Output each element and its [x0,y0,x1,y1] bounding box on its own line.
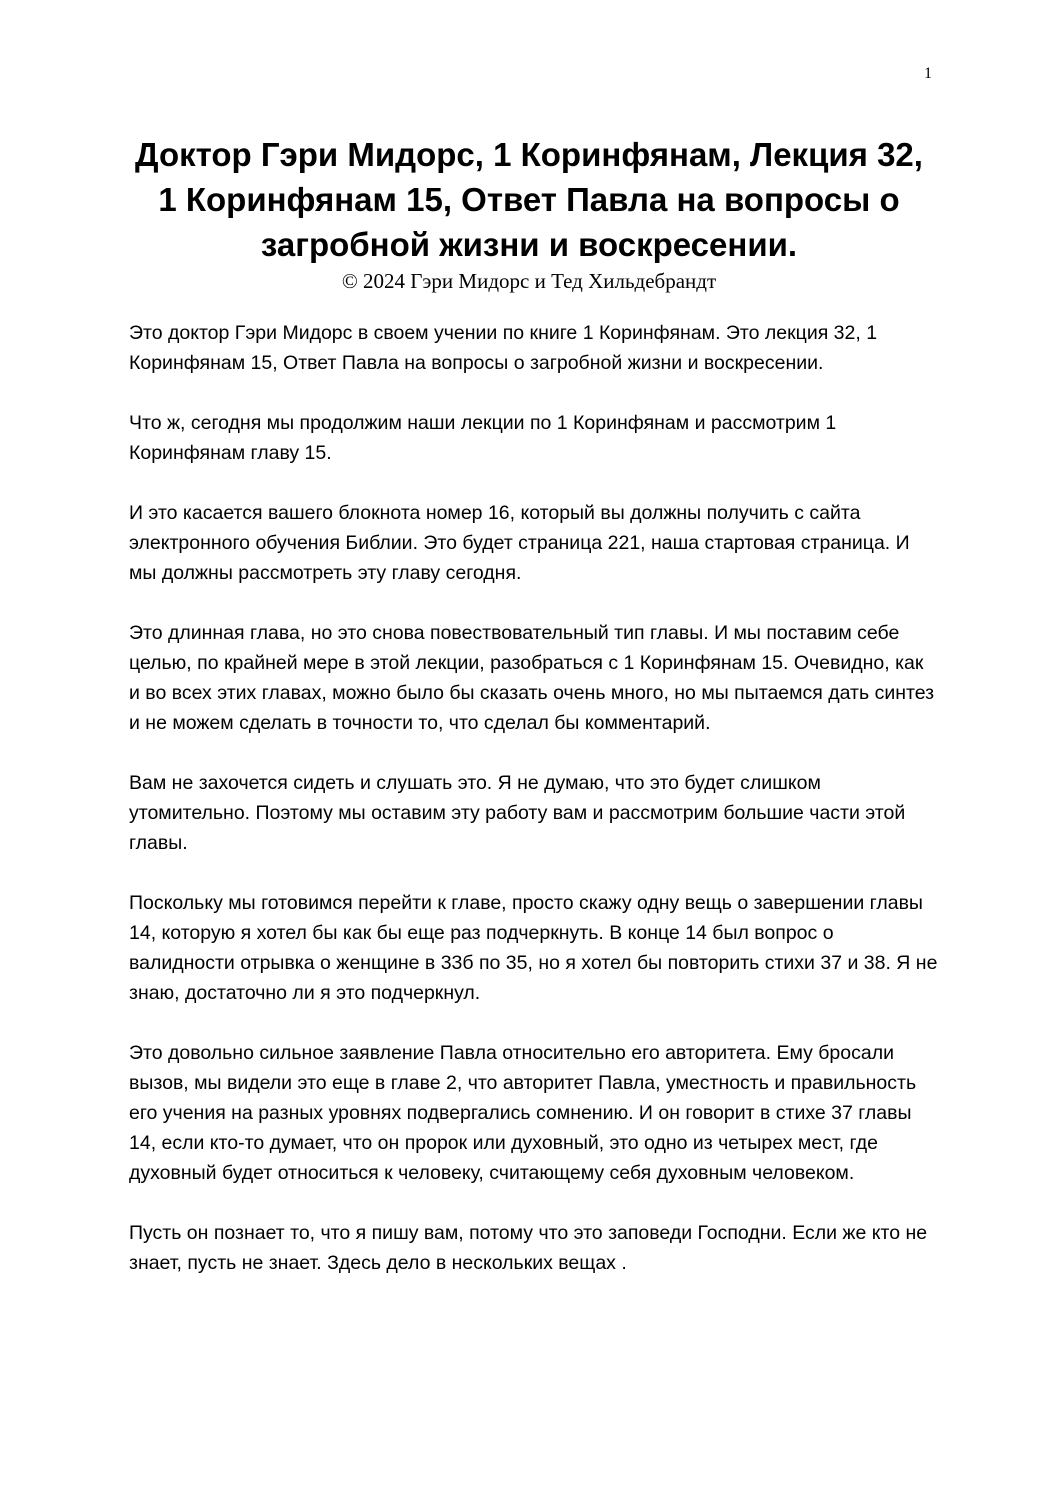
title-line-2: 1 Коринфянам 15, Ответ Павла на вопросы о [158,181,900,218]
paragraph: Пусть он познает то, что я пишу вам, потому что это заповеди Господни. Если же кто не знает, пусть не знает. Здесь дело в нескольких вещах . [129,1222,928,1274]
paragraph: Это длинная глава, но это снова повествовательный тип главы. И мы поставим себе целью, по крайней мере в этой лекции, разобраться с 1 Коринфянам 15. Очевидно, как и во всех этих главах, можно было бы сказать очень много, но мы пытаемся дать синтез и не можем сделать в точности то, что сделал бы комментарий. [129,622,935,734]
paragraph: Это доктор Гэри Мидорс в своем учении по книге 1 Коринфянам. Это лекция 32, 1 Коринфянам 15, Ответ Павла на вопросы о загробной жизни и воскресении. [129,322,878,374]
title-line-1: Доктор Гэри Мидорс, 1 Коринфянам, Лекция 32, [135,136,923,173]
page-number: 1 [924,65,932,82]
paragraph: Поскольку мы готовимся перейти к главе, просто скажу одну вещь о завершении главы 14, которую я хотел бы как бы еще раз подчеркнуть. В конце 14 был вопрос о валидности отрывка о женщине в 33б по 35, но я хотел бы повторить стихи 37 и 38. Я не знаю, достаточно ли я это подчеркнул. [129,892,938,1004]
paragraph: Что ж, сегодня мы продолжим наши лекции по 1 Коринфянам и рассмотрим 1 Коринфянам главу 15. [129,412,837,464]
copyright-line: © 2024 Гэри Мидорс и Тед Хильдебрандт [341,269,717,293]
title-line-3: загробной жизни и воскресении. [260,226,798,263]
paragraph: И это касается вашего блокнота номер 16, который вы должны получить с сайта электронного обучения Библии. Это будет страница 221, наша стартовая страница. И мы должны рассмотреть эту главу сегодня. [129,502,910,584]
paragraph: Вам не захочется сидеть и слушать это. Я не думаю, что это будет слишком утомительно. Поэтому мы оставим эту работу вам и рассмотрим большие части этой главы. [129,772,906,854]
paragraph: Это довольно сильное заявление Павла относительно его авторитета. Ему бросали вызов, мы видели это еще в главе 2, что авторитет Павла, уместность и правильность его учения на разных уровнях подвергались сомнению. И он говорит в стихе 37 главы 14, если кто-то думает, что он пророк или духовный, это одно из четырех мест, где духовный будет относиться к человеку, считающему себя духовным человеком. [129,1042,917,1184]
document-title [100,132,958,267]
document-body [129,318,939,1308]
